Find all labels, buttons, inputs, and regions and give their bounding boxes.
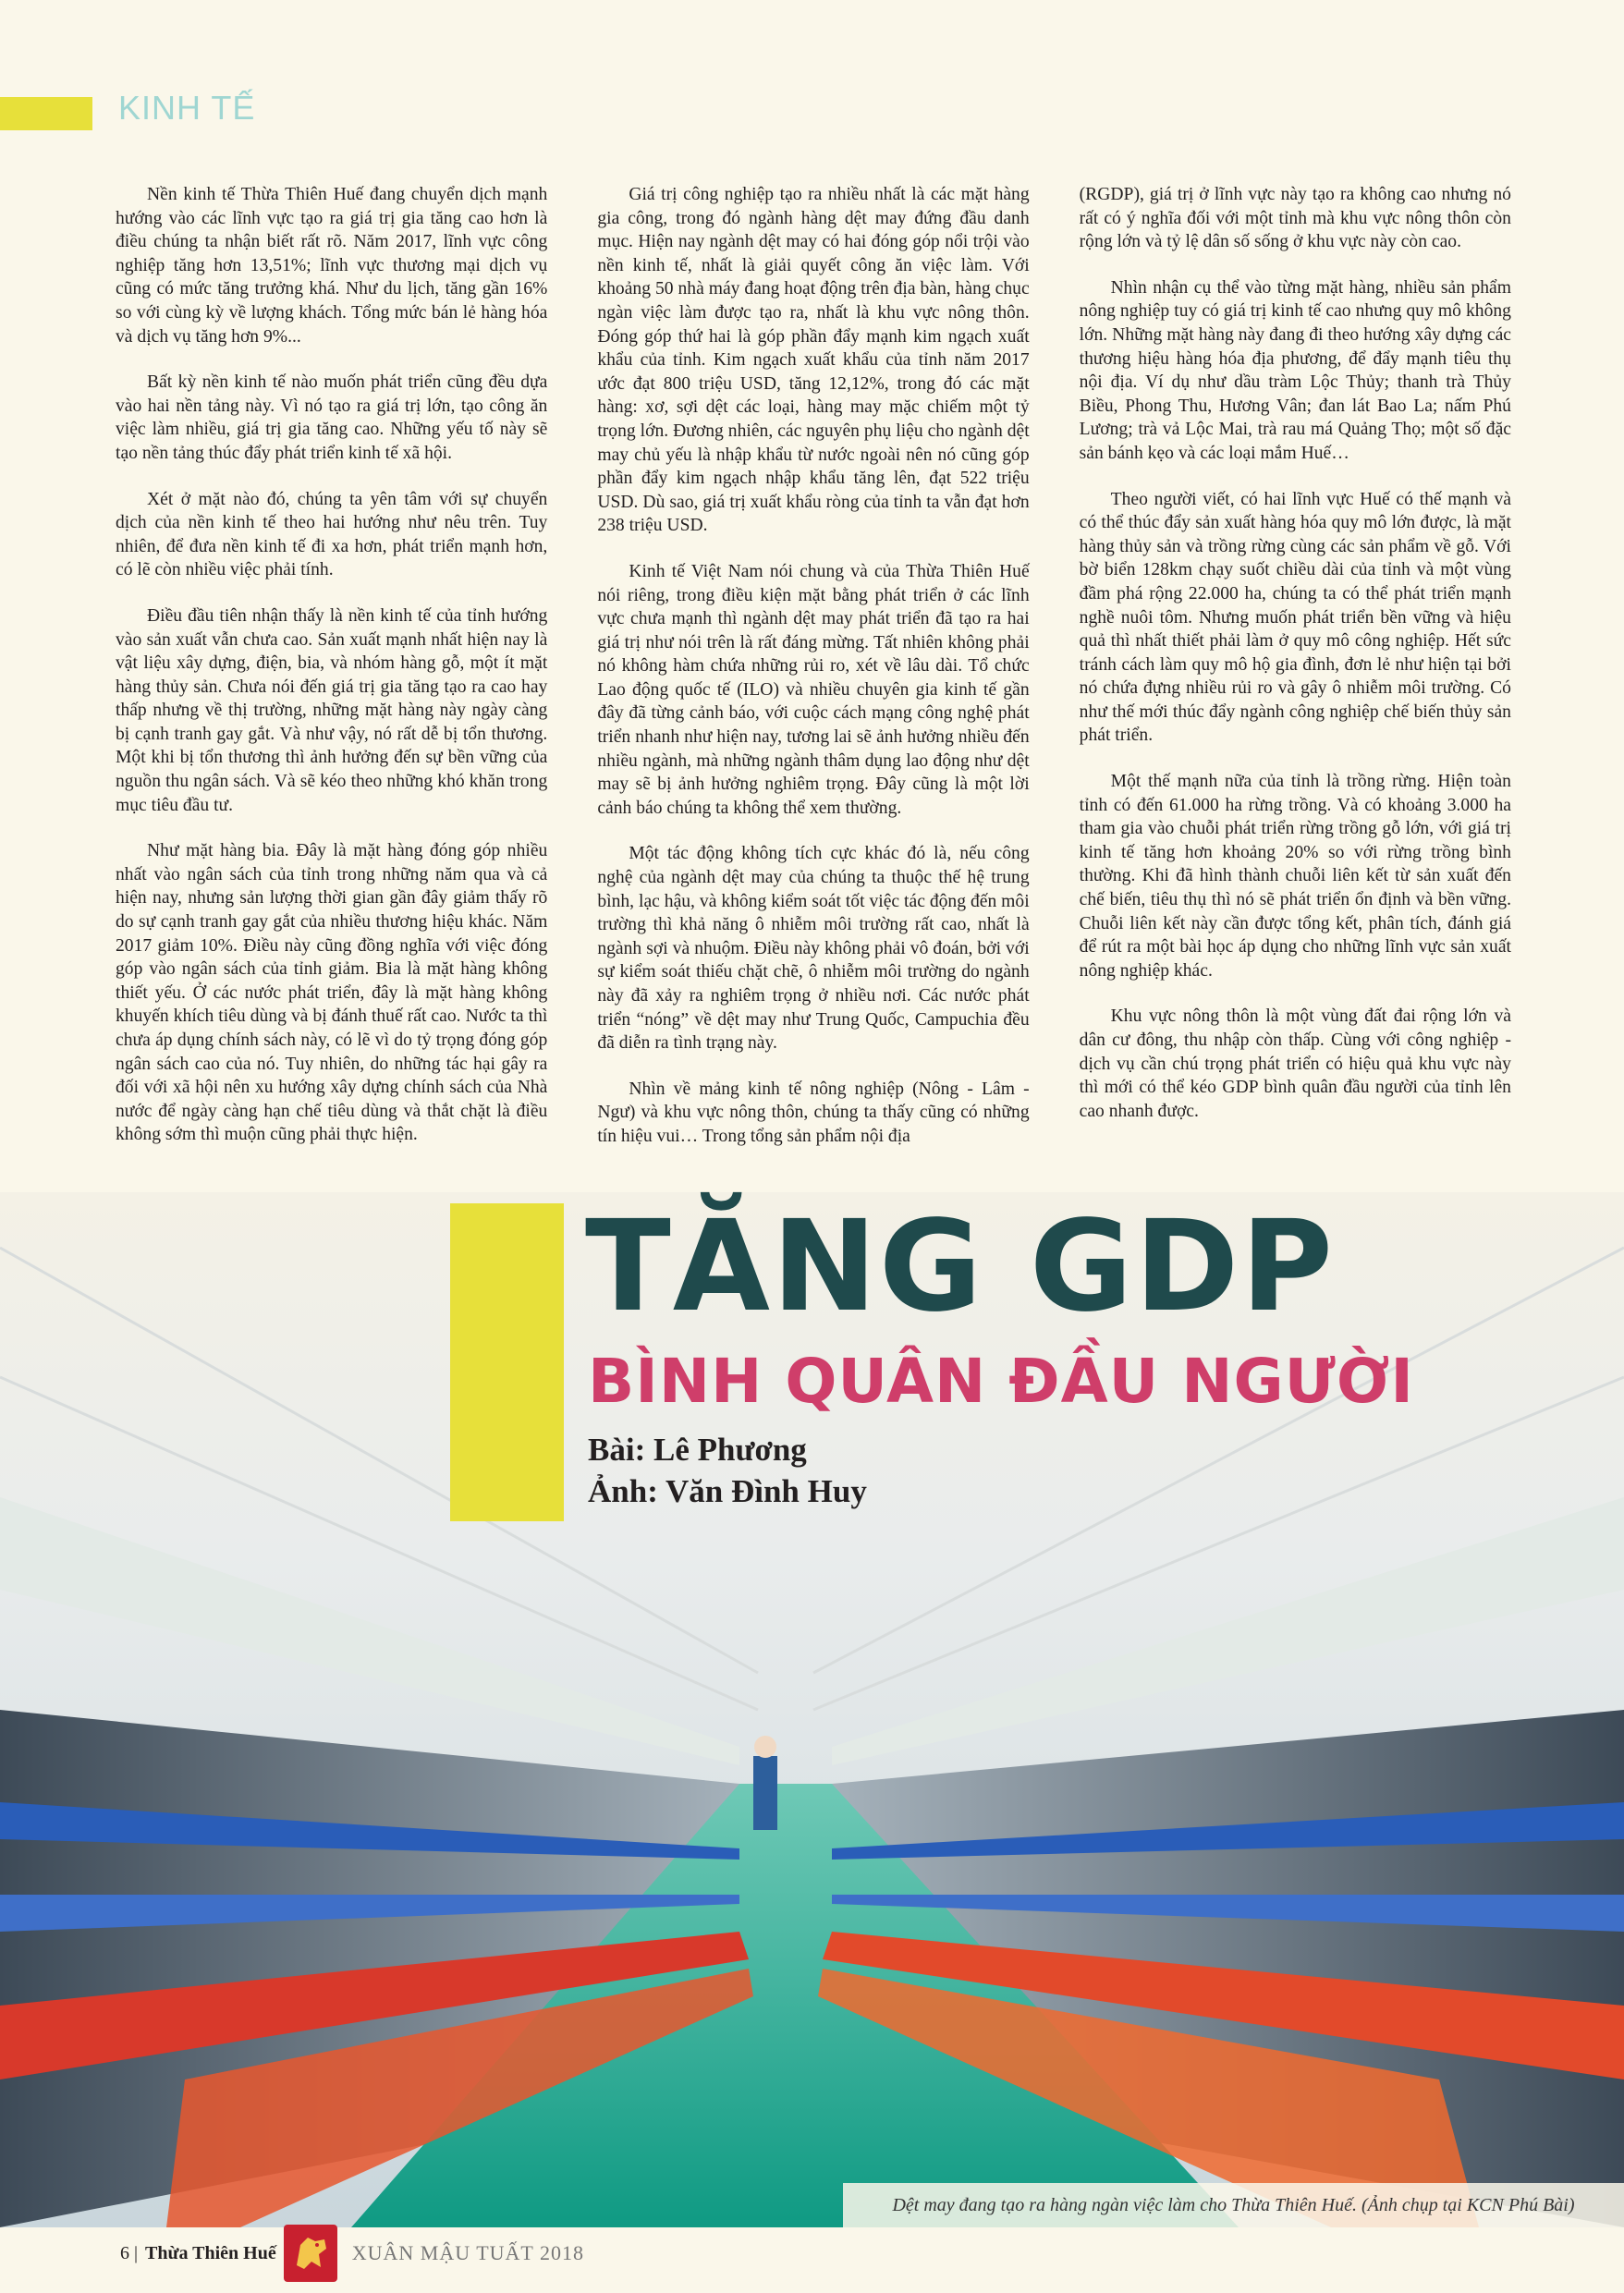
article-column-3 [1080, 183, 1511, 1172]
article-subtitle: BÌNH QUÂN ĐẦU NGƯỜI [588, 1346, 1414, 1417]
byline [588, 1429, 867, 1512]
section-accent-bar [0, 97, 92, 130]
section-label: KINH TẾ [118, 89, 256, 127]
paragraph: Như mặt hàng bia. Đây là mặt hàng đóng góp nhiều nhất vào ngân sách của tỉnh trong những năm qua và cả hiện nay, nhưng sản lượng thời gian gần đây giảm thấy rõ do sự cạnh tranh gay gắt của nhiều thương hiệu khác. Năm 2017 giảm 10%. Điều này cũng đồng nghĩa với việc đóng góp vào ngân sách của tỉnh giảm. Bia là mặt hàng không thiết yếu. Ở các nước phát triển, đây là mặt hàng không khuyến khích tiêu dùng và bị đánh thuế rất cao. Nước ta thì chưa áp dụng chính sách này, có lẽ vì do tỷ trọng đóng góp ngân sách cao của nó. Tuy nhiên, do những tác hại gây ra đối với xã hội nên xu hướng xây dựng chính sách của Nhà nước để ngày càng hạn chế tiêu dùng và thắt chặt là điều không sớm thì muộn cũng phải thực hiện. [116, 841, 548, 1145]
paragraph: Điều đầu tiên nhận thấy là nền kinh tế của tỉnh hướng vào sản xuất vẫn chưa cao. Sản xuất mạnh nhất hiện nay là vật liệu xây dựng, điện, bia, và nhóm hàng gỗ, một ít mặt hàng thủy sản. Chưa nói đến giá trị gia tăng tạo ra cao hay thấp nhưng về thị trường, những mặt hàng này ngày càng bị cạnh tranh gay gắt. Và như vậy, nó rất dễ bị tổn thương. Một khi bị tổn thương thì ảnh hưởng đến sự bền vững của nguồn thu ngân sách. Và sẽ kéo theo những khó khăn trong mục tiêu đầu tư. [116, 605, 548, 815]
dog-emblem-icon [284, 2225, 337, 2282]
publication-name: Thừa Thiên Huế [145, 2242, 276, 2263]
article-column-2 [597, 183, 1029, 1172]
paragraph: Bất kỳ nền kinh tế nào muốn phát triển cũng đều dựa vào hai nền tảng này. Vì nó tạo ra giá trị lớn, tạo công ăn việc làm nhiều, giá trị gia tăng cao. Những yếu tố này sẽ tạo nền tảng thúc đẩy phát triển kinh tế xã hội. [116, 372, 548, 463]
paragraph: Khu vực nông thôn là một vùng đất đai rộng lớn và dân cư đông, thu nhập còn thấp. Cùng với công nghiệp - dịch vụ cần chú trọng phát triển có hiệu quả khu vực này thì mới có thể kéo GDP bình quân đầu người của tỉnh lên cao nhanh được. [1079, 1006, 1511, 1121]
paragraph: Nhìn về mảng kinh tế nông nghiệp (Nông - Lâm - Ngư) và khu vực nông thôn, chúng ta thấy cũng có những tín hiệu vui… Trong tổng sản phẩm nội địa [597, 1079, 1030, 1146]
photographer: Ảnh: Văn Đình Huy [588, 1473, 867, 1509]
paragraph: Nền kinh tế Thừa Thiên Huế đang chuyển dịch mạnh hướng vào các lĩnh vực tạo ra giá trị gia tăng cao hơn là điều chúng ta nhận biết rất rõ. Năm 2017, lĩnh vực công nghiệp tăng hơn 13,51%; lĩnh vực thương mại dịch vụ cũng có mức tăng trưởng khá. Như du lịch, tăng gần 16% so với cùng kỳ về lượng khách. Tổng mức bán lẻ hàng hóa và dịch vụ tăng hơn 9%... [116, 185, 548, 347]
author: Bài: Lê Phương [588, 1432, 807, 1468]
article-title: TĂNG GDP [585, 1194, 1336, 1340]
paragraph: Giá trị công nghiệp tạo ra nhiều nhất là các mặt hàng gia công, trong đó ngành hàng dệt may đứng đầu danh mục. Hiện nay ngành dệt may có hai đóng góp nổi trội vào nền kinh tế, nhất là giải quyết công ăn việc làm. Với khoảng 50 nhà máy đang hoạt động trên địa bàn, hàng chục ngàn việc làm được tạo ra, nhất là khu vực nông thôn. Đóng góp thứ hai là góp phần đẩy mạnh kim ngạch xuất khẩu của tỉnh. Kim ngạch xuất khẩu của tỉnh năm 2017 ước đạt 800 triệu USD, tăng 12,12%, trong đó các mặt hàng: xơ, sợi dệt các loại, hàng may mặc chiếm một tỷ trọng lớn. Đương nhiên, các nguyên phụ liệu cho ngành dệt may chủ yếu là nhập khẩu từ nước ngoài nên nó cũng góp phần đẩy kim ngạch nhập khẩu tăng lên, đạt 522 triệu USD. Dù sao, giá trị xuất khẩu ròng của tỉnh ta vẫn đạt hơn 238 triệu USD. [597, 185, 1030, 536]
page-footer [120, 2225, 584, 2282]
issue-label: XUÂN MẬU TUẤT 2018 [351, 2241, 584, 2264]
paragraph: Nhìn nhận cụ thể vào từng mặt hàng, nhiều sản phẩm nông nghiệp tuy có giá trị kinh tế cao nhưng quy mô không lớn. Những mặt hàng này đang đi theo hướng xây dựng các thương hiệu hàng hóa địa phương, để đẩy mạnh tiêu thụ nội địa. Ví dụ như dầu tràm Lộc Thủy; thanh trà Thủy Biều, Phong Thu, Hương Vân; đan lát Bao La; nấm Phú Lương; trà vả Lộc Mai, trà rau má Quảng Thọ; một số đặc sản bánh kẹo và các loại mắm Huế… [1079, 277, 1511, 463]
paragraph: Một tác động không tích cực khác đó là, nếu công nghệ của ngành dệt may của chúng ta thuộc thế hệ trung bình, lạc hậu, và không kiểm soát tốt việc tác động đến môi trường thì khả năng ô nhiễm môi trường rất cao, nhất là ngành sợi và nhuộm. Điều này không phải vô đoán, bởi với sự kiểm soát thiếu chặt chẽ, ô nhiễm môi trường do ngành này đã xảy ra nghiêm trọng ở nhiều nơi. Các nước phát triển “nóng” về dệt may như Trung Quốc, Campuchia đều đã diễn ra tình trạng này. [597, 844, 1030, 1054]
paragraph: Kinh tế Việt Nam nói chung và của Thừa Thiên Huế nói riêng, trong điều kiện mặt bằng phát triển ở các lĩnh vực chưa mạnh thì ngành dệt may phát triển đã tạo ra hai giá trị như nói trên là rất đáng mừng. Tất nhiên không phải nó không hàm chứa những rủi ro, xét về lâu dài. Tổ chức Lao động quốc tế (ILO) và nhiều chuyên gia kinh tế gần đây đã từng cảnh báo, với cuộc cách mạng công nghệ phát triển nhanh như hiện nay, tương lai sẽ ảnh hưởng nhiều đến nhiều ngành, mà những ngành thâm dụng lao động như dệt may sẽ bị ảnh hưởng nghiêm trọng. Đây cũng là một lời cảnh báo chúng ta không thể xem thường. [597, 561, 1030, 818]
paragraph: Xét ở mặt nào đó, chúng ta yên tâm với sự chuyển dịch của nền kinh tế theo hai hướng như nêu trên. Tuy nhiên, để đưa nền kinh tế đi xa hơn, phát triển mạnh hơn, có lẽ còn nhiều việc phải tính. [116, 489, 548, 580]
paragraph: Theo người viết, có hai lĩnh vực Huế có thế mạnh và có thể thúc đẩy sản xuất hàng hóa quy mô lớn được, là mặt hàng thủy sản và trồng rừng cùng các sản phẩm về gỗ. Với bờ biển 128km chạy suốt chiều dài của tỉnh và một vùng đầm phá rộng 22.000 ha, chúng ta có thể phát triển mạnh nghề nuôi tôm. Nhưng muốn phát triển bền vững và hiệu quả thì nhất thiết phải làm ở quy mô công nghiệp. Hết sức tránh cách làm quy mô hộ gia đình, đơn lẻ như hiện tại bởi nó chứa đựng nhiều rủi ro và gây ô nhiễm môi trường. Có như thế mới thúc đẩy ngành công nghiệp chế biến thủy sản phát triển. [1079, 489, 1511, 746]
paragraph: Một thế mạnh nữa của tỉnh là trồng rừng. Hiện toàn tỉnh có đến 61.000 ha rừng trồng. Và có khoảng 3.000 ha tham gia vào chuỗi phát triển rừng trồng gỗ lớn, với giá trị kinh tế tăng hơn khoảng 20% so với rừng trồng bình thường. Khi đã hình thành chuỗi liên kết từ sản xuất đến chế biến, tiêu thụ thì nó sẽ phát triển ổn định và bền vững. Chuỗi liên kết này cần được tổng kết, phân tích, đánh giá để rút ra một bài học áp dụng cho những lĩnh vực sản xuất nông nghiệp khác. [1079, 772, 1511, 981]
title-accent-bar [450, 1203, 564, 1521]
article-columns [116, 183, 1511, 1172]
article-column-1 [116, 183, 547, 1172]
paragraph: (RGDP), giá trị ở lĩnh vực này tạo ra không cao nhưng nó rất có ý nghĩa đối với một tỉnh mà khu vực nông thôn còn rộng lớn và tỷ lệ dân số sống ở khu vực này còn cao. [1079, 185, 1511, 252]
photo-caption: Dệt may đang tạo ra hàng ngàn việc làm cho Thừa Thiên Huế. (Ảnh chụp tại KCN Phú Bài) [843, 2183, 1624, 2227]
page-number: 6 | [120, 2242, 139, 2263]
